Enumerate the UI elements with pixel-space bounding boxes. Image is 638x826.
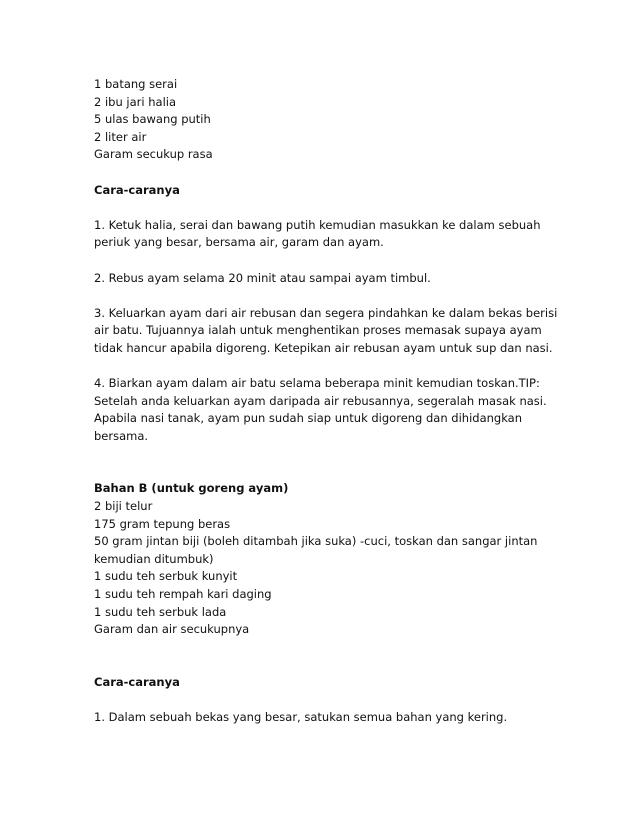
ingredient-item: kemudian ditumbuk) — [94, 551, 214, 566]
step-line: 4. Biarkan ayam dalam air batu selama beberapa minit kemudian toskan.TIP: — [94, 376, 540, 391]
ingredient-item: Garam dan air secukupnya — [94, 622, 250, 637]
step-line: 3. Keluarkan ayam dari air rebusan dan segera pindahkan ke dalam bekas berisi — [94, 305, 558, 320]
method-a-heading: Cara-caranya — [94, 182, 180, 197]
step-line: 1. Ketuk halia, serai dan bawang putih kemudian masukkan ke dalam sebuah — [94, 217, 541, 232]
ingredients-b-heading: Bahan B (untuk goreng ayam) — [94, 481, 289, 496]
step-line: bersama. — [94, 428, 149, 443]
method-a-step-2 — [94, 270, 574, 288]
ingredient-list-b — [94, 498, 574, 639]
step-line: Setelah anda keluarkan ayam daripada air rebusannya, segeralah masak nasi. — [94, 393, 547, 408]
step-line: tidak hancur apabila digoreng. Ketepikan air rebusan ayam untuk sup dan nasi. — [94, 340, 553, 355]
step-line: periuk yang besar, bersama air, garam dan ayam. — [94, 235, 384, 250]
document-page — [94, 76, 574, 727]
ingredient-item: 175 gram tepung beras — [94, 516, 231, 531]
ingredient-item: 1 sudu teh rempah kari daging — [94, 587, 272, 602]
ingredient-item: 2 biji telur — [94, 499, 153, 514]
ingredient-item: 2 liter air — [94, 129, 147, 144]
ingredient-item: 1 batang serai — [94, 77, 178, 91]
ingredient-item: 2 ibu jari halia — [94, 94, 177, 109]
step-line: 1. Dalam sebuah bekas yang besar, satukan semua bahan yang kering. — [94, 710, 508, 724]
method-a-step-3 — [94, 305, 574, 358]
ingredient-list-a — [94, 76, 574, 164]
method-b-heading: Cara-caranya — [94, 674, 180, 689]
step-line: air batu. Tujuannya ialah untuk menghentikan proses memasak supaya ayam — [94, 323, 542, 338]
ingredient-item: 1 sudu teh serbuk kunyit — [94, 569, 238, 584]
ingredient-item: 50 gram jintan biji (boleh ditambah jika suka) -cuci, toskan dan sangar jintan — [94, 534, 538, 549]
method-a-step-4 — [94, 375, 574, 445]
step-line: 2. Rebus ayam selama 20 minit atau sampai ayam timbul. — [94, 270, 431, 285]
ingredient-item: 5 ulas bawang putih — [94, 112, 211, 127]
ingredient-item: 1 sudu teh serbuk lada — [94, 604, 227, 619]
method-b-step-1 — [94, 709, 574, 727]
method-a-step-1 — [94, 217, 574, 252]
ingredient-item: Garam secukup rasa — [94, 147, 213, 162]
step-line: Apabila nasi tanak, ayam pun sudah siap untuk digoreng dan dihidangkan — [94, 411, 523, 426]
